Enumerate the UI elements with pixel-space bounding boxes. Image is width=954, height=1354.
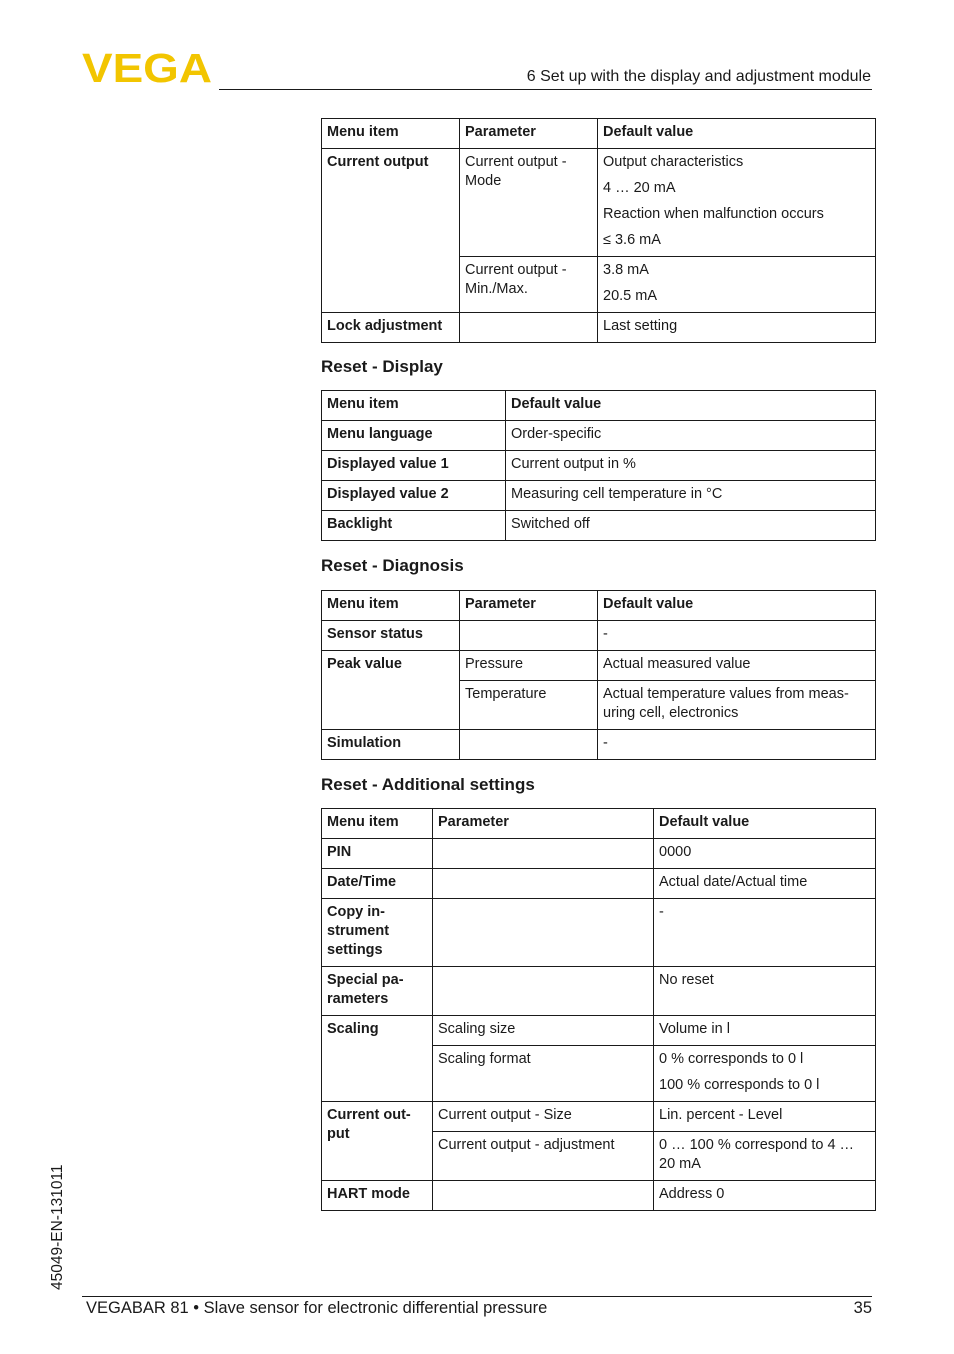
cell-parameter: Pressure bbox=[460, 651, 598, 681]
cell-parameter bbox=[460, 621, 598, 651]
cell-default-value: Volume in l bbox=[654, 1016, 876, 1046]
cell-menu-item: Lock adjustment bbox=[322, 313, 460, 343]
document-id: 45049-EN-131011 bbox=[49, 1164, 66, 1290]
cell-menu-item: Current out-put bbox=[322, 1102, 433, 1181]
table-header-row bbox=[322, 119, 876, 149]
table-row bbox=[322, 899, 876, 967]
section-title-reset-diagnosis: Reset - Diagnosis bbox=[321, 556, 464, 575]
header-parameter: Parameter bbox=[433, 809, 654, 839]
cell-default-value: Measuring cell temperature in °C bbox=[506, 481, 876, 511]
cell-default-value: Last setting bbox=[598, 313, 876, 343]
table-row bbox=[322, 511, 876, 541]
value-line: ≤ 3.6 mA bbox=[603, 232, 661, 248]
cell-menu-item: Special pa-rameters bbox=[322, 967, 433, 1016]
cell-menu-item: Backlight bbox=[322, 511, 506, 541]
cell-default-value: - bbox=[598, 621, 876, 651]
cell-menu-item: Menu language bbox=[322, 421, 506, 451]
header-menu-item: Menu item bbox=[322, 591, 460, 621]
cell-parameter: Current output - Size bbox=[433, 1102, 654, 1132]
cell-parameter: Current output - Mode bbox=[460, 149, 598, 257]
cell-default-value: No reset bbox=[654, 967, 876, 1016]
cell-parameter bbox=[460, 313, 598, 343]
cell-default-value bbox=[598, 257, 876, 313]
footer-product-line: VEGABAR 81 • Slave sensor for electronic differential pressure bbox=[86, 1299, 548, 1317]
cell-default-value: Switched off bbox=[506, 511, 876, 541]
table-reset-display bbox=[321, 390, 876, 541]
header-default-value: Default value bbox=[598, 591, 876, 621]
table-row bbox=[322, 421, 876, 451]
header-menu-item: Menu item bbox=[322, 809, 433, 839]
cell-menu-item: Peak value bbox=[322, 651, 460, 730]
value-line: 4 … 20 mA bbox=[603, 180, 676, 196]
cell-parameter bbox=[460, 730, 598, 760]
table-row bbox=[322, 1016, 876, 1046]
page-number: 35 bbox=[853, 1299, 872, 1317]
cell-parameter bbox=[433, 839, 654, 869]
cell-menu-item: Scaling bbox=[322, 1016, 433, 1102]
vega-logo bbox=[82, 50, 212, 84]
header-default-value: Default value bbox=[598, 119, 876, 149]
header-menu-item: Menu item bbox=[322, 391, 506, 421]
table-current-output bbox=[321, 118, 876, 343]
value-line: 20.5 mA bbox=[603, 288, 657, 304]
table-row bbox=[322, 967, 876, 1016]
cell-menu-item: Displayed value 1 bbox=[322, 451, 506, 481]
value-line: Reaction when malfunction occurs bbox=[603, 206, 824, 222]
value-line: Output characteristics bbox=[603, 154, 744, 170]
cell-parameter bbox=[433, 869, 654, 899]
cell-parameter: Scaling size bbox=[433, 1016, 654, 1046]
section-title-reset-additional: Reset - Additional settings bbox=[321, 775, 535, 794]
cell-parameter bbox=[433, 967, 654, 1016]
header-default-value: Default value bbox=[654, 809, 876, 839]
logo-text: VEGA bbox=[82, 50, 212, 84]
cell-default-value: Actual temperature values from meas-uring cell, electronics bbox=[598, 681, 876, 730]
cell-default-value: Lin. percent - Level bbox=[654, 1102, 876, 1132]
section-title-reset-display: Reset - Display bbox=[321, 357, 443, 376]
cell-menu-item: Current output bbox=[322, 149, 460, 313]
table-header-row bbox=[322, 591, 876, 621]
cell-default-value: 0000 bbox=[654, 839, 876, 869]
table-row bbox=[322, 1102, 876, 1132]
cell-menu-item: Simulation bbox=[322, 730, 460, 760]
cell-default-value: Order-specific bbox=[506, 421, 876, 451]
table-header-row bbox=[322, 391, 876, 421]
value-line: 3.8 mA bbox=[603, 262, 649, 278]
cell-parameter: Current output - adjustment bbox=[433, 1132, 654, 1181]
value-line: 0 % corresponds to 0 l bbox=[659, 1051, 804, 1067]
cell-parameter bbox=[433, 899, 654, 967]
table-row bbox=[322, 869, 876, 899]
table-row bbox=[322, 651, 876, 681]
table-row bbox=[322, 451, 876, 481]
header-parameter: Parameter bbox=[460, 119, 598, 149]
cell-menu-item: PIN bbox=[322, 839, 433, 869]
table-row bbox=[322, 621, 876, 651]
cell-default-value: Address 0 bbox=[654, 1181, 876, 1211]
cell-default-value: - bbox=[598, 730, 876, 760]
table-reset-diagnosis bbox=[321, 590, 876, 760]
cell-parameter bbox=[433, 1181, 654, 1211]
table-row bbox=[322, 1181, 876, 1211]
cell-default-value: Actual measured value bbox=[598, 651, 876, 681]
header-default-value: Default value bbox=[506, 391, 876, 421]
cell-default-value: Actual date/Actual time bbox=[654, 869, 876, 899]
table-reset-additional bbox=[321, 808, 876, 1211]
cell-parameter: Temperature bbox=[460, 681, 598, 730]
cell-default-value bbox=[654, 1046, 876, 1102]
cell-menu-item: Date/Time bbox=[322, 869, 433, 899]
cell-menu-item: Sensor status bbox=[322, 621, 460, 651]
cell-default-value: 0 … 100 % correspond to 4 … 20 mA bbox=[654, 1132, 876, 1181]
table-row bbox=[322, 313, 876, 343]
table-row bbox=[322, 149, 876, 257]
cell-menu-item: Copy in-strument settings bbox=[322, 899, 433, 967]
cell-menu-item: Displayed value 2 bbox=[322, 481, 506, 511]
table-row bbox=[322, 730, 876, 760]
header-rule bbox=[219, 89, 872, 90]
cell-parameter: Current output - Min./Max. bbox=[460, 257, 598, 313]
cell-default-value: - bbox=[654, 899, 876, 967]
header-section-title: 6 Set up with the display and adjustment module bbox=[526, 68, 871, 85]
table-row bbox=[322, 839, 876, 869]
header-parameter: Parameter bbox=[460, 591, 598, 621]
table-header-row bbox=[322, 809, 876, 839]
value-line: 100 % corresponds to 0 l bbox=[659, 1077, 820, 1093]
header-menu-item: Menu item bbox=[322, 119, 460, 149]
cell-default-value: Current output in % bbox=[506, 451, 876, 481]
table-row bbox=[322, 481, 876, 511]
cell-menu-item: HART mode bbox=[322, 1181, 433, 1211]
cell-default-value bbox=[598, 149, 876, 257]
cell-parameter: Scaling format bbox=[433, 1046, 654, 1102]
footer-rule bbox=[82, 1296, 872, 1297]
